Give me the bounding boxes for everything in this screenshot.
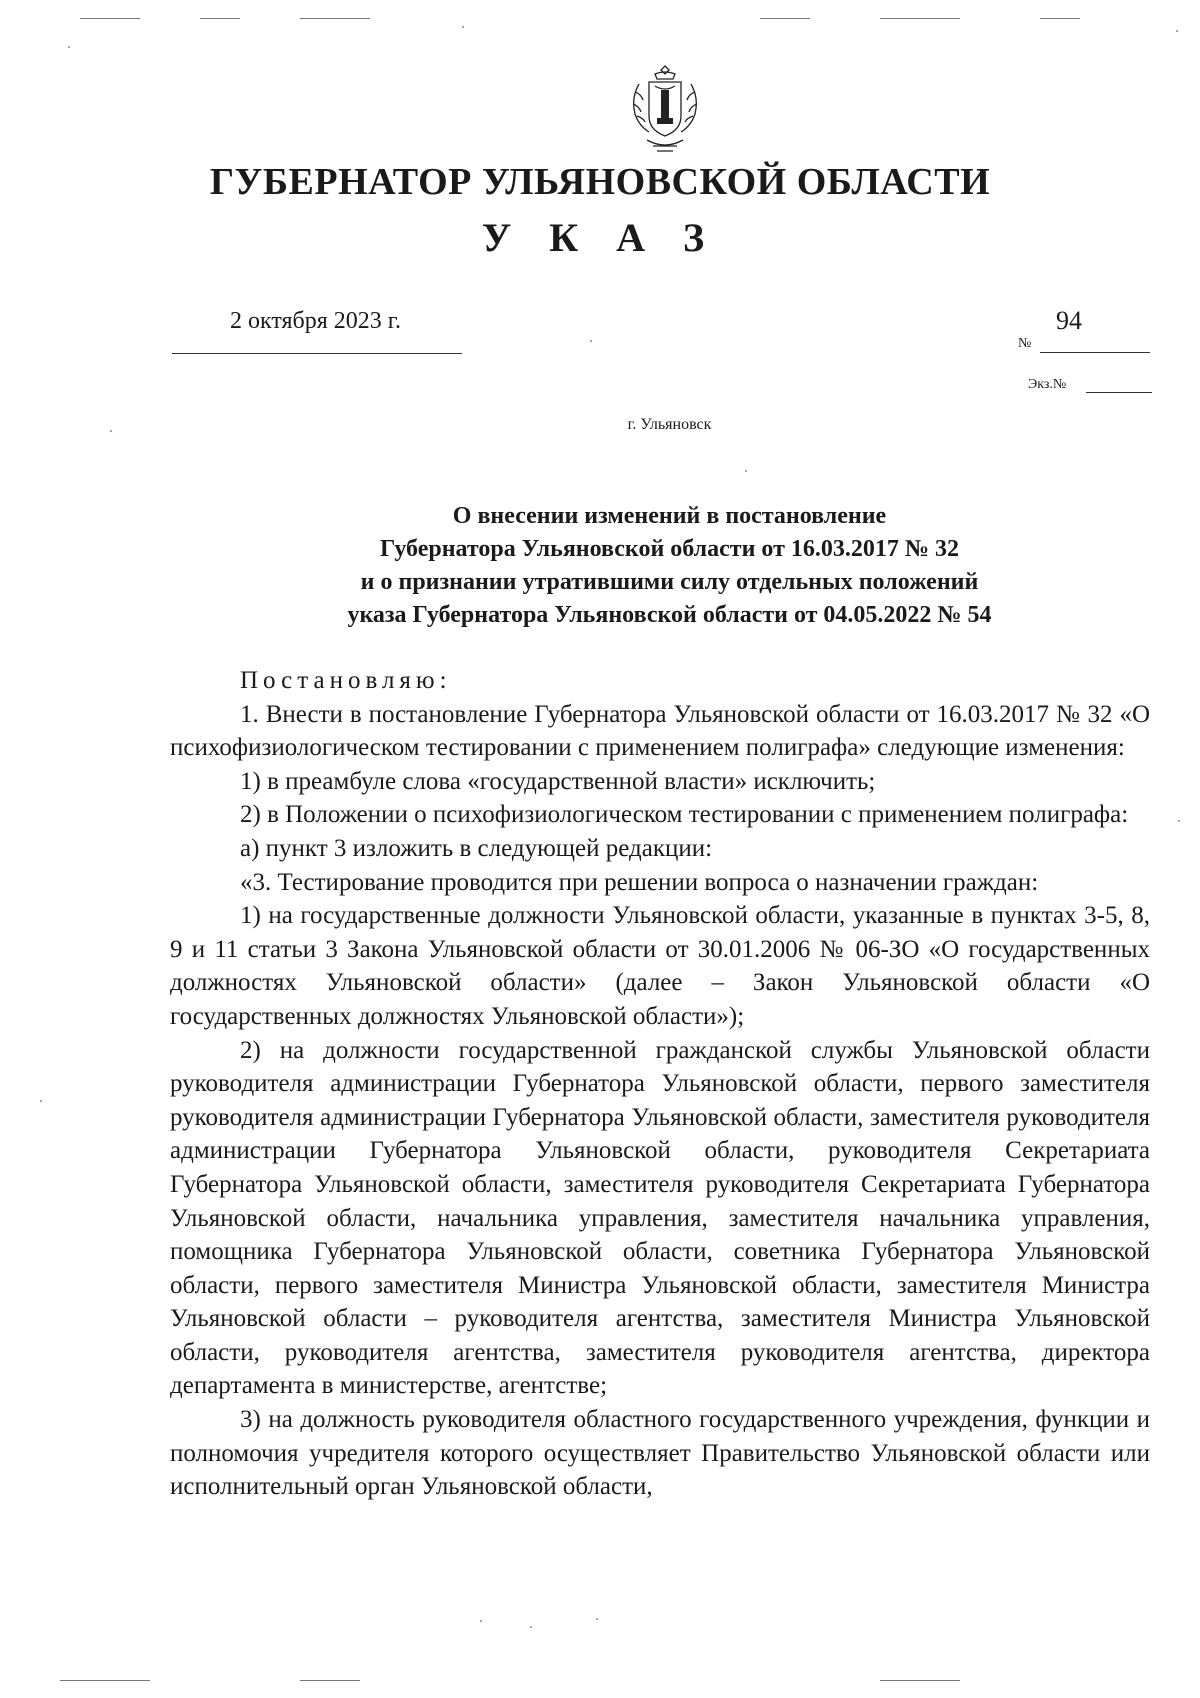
body-paragraph: «3. Тестирование проводится при решении вопроса о назначении граждан:: [240, 868, 1039, 896]
city: г. Ульяновск: [627, 416, 712, 433]
document-date: 2 октября 2023 г.: [230, 308, 401, 334]
decree-preamble: Постановляю:: [240, 667, 452, 694]
heading-line: Губернатора Ульяновской области от 16.03.2017 № 32: [380, 536, 959, 562]
body-paragraph: 2) в Положении о психофизиологическом тестировании с применением полиграфа:: [240, 801, 1129, 829]
authority-title: ГУБЕРНАТОР УЛЬЯНОВСКОЙ ОБЛАСТИ: [209, 161, 991, 203]
document-type: У К А З: [481, 215, 719, 260]
heading-line: указа Губернатора Ульяновской области от 04.05.2022 № 54: [347, 602, 992, 628]
body-paragraph: а) пункт 3 изложить в следующей редакции:: [240, 834, 713, 862]
document-number: 94: [1056, 306, 1082, 335]
body-paragraph: 1) в преамбуле слова «государственной власти» исключить;: [240, 767, 876, 795]
copy-number-label: Экз.№: [1028, 377, 1067, 392]
date-underline: [172, 353, 462, 354]
number-underline: [1040, 352, 1150, 353]
copy-number-underline: [1086, 392, 1152, 393]
body-paragraph: 1) на государственные должности Ульяновской области, указанные в пунктах 3-5, 8, 9 и 11 статьи 3 Закона Ульяновской области от 30.01.2006 № 06-ЗО «О государственных должностях Ульяновской области» (далее – Закон Ульяновской области «О государственных должностях Ульяновской области»);: [170, 902, 1150, 1030]
body-paragraph: 1. Внести в постановление Губернатора Ульяновской области от 16.03.2017 № 32 «О психофизиологическом тестировании с применением полиграфа» следующие изменения:: [170, 700, 1150, 762]
body-paragraph: 2) на должности государственной гражданской службы Ульяновской области руководителя администрации Губернатора Ульяновской области, первого заместителя руководителя администрации Губернатора Ульяновской области, заместителя руководителя администрации Губернатора Ульяновской области, руководителя Секретариата Губернатора Ульяновской области, заместителя руководителя Секретариата Губернатора Ульяновской области, начальника управления, заместителя начальника управления, помощника Губернатора Ульяновской области, советника Губернатора Ульяновской области, первого заместителя Министра Ульяновской области, заместителя Министра Ульяновской области – руководителя агентства, заместителя Министра Ульяновской области, руководителя агентства, заместителя руководителя агентства, директора департамента в министерстве, агентстве;: [170, 1036, 1150, 1400]
document-heading: [0, 500, 1200, 632]
document-body: [170, 664, 1150, 1504]
number-label: №: [1018, 336, 1032, 351]
coat-of-arms-emblem: [625, 62, 705, 156]
heading-line: О внесении изменений в постановление: [452, 503, 887, 529]
heading-line: и о признании утратившими силу отдельных положений: [360, 569, 979, 595]
body-paragraph: 3) на должность руководителя областного государственного учреждения, функции и полномочия учредителя которого осуществляет Правительство Ульяновской области или исполнительный орган Ульяновской области,: [170, 1406, 1150, 1501]
